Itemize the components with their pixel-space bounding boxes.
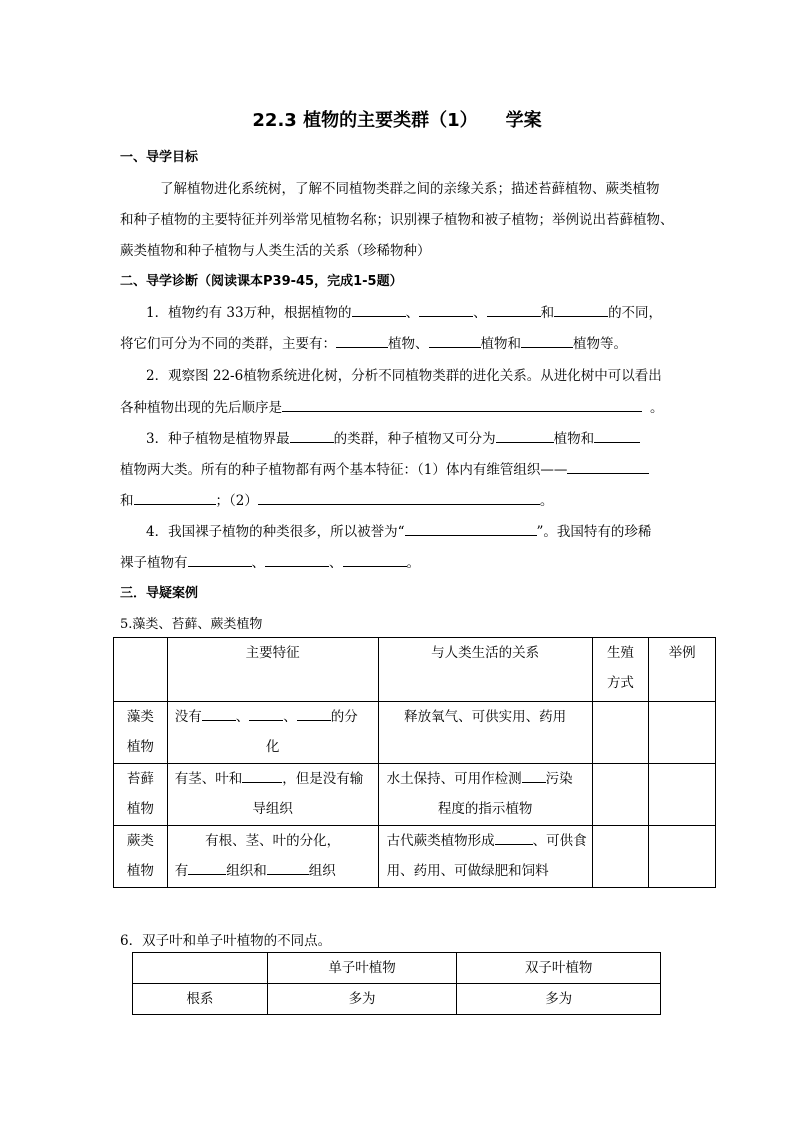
fern-rel-text: 古代蕨类植物形成 <box>386 833 495 849</box>
section1-heading: 一、导学目标 <box>120 150 199 165</box>
fern-feat-text-2: 有 <box>174 863 189 879</box>
blank[interactable] <box>567 459 649 474</box>
algae-repro-cell[interactable] <box>592 702 649 764</box>
table-header-row <box>114 638 716 702</box>
q2-end: 。 <box>650 400 664 416</box>
col-header-dicot: 双子叶植物 <box>457 953 661 984</box>
blank[interactable] <box>429 333 481 348</box>
algae-label-2: 植物 <box>126 739 154 755</box>
fern-feat-text-3: 组织和 <box>226 863 267 879</box>
blank[interactable] <box>267 861 309 875</box>
q1-text: 1．植物约有 33万种，根据植物的 <box>146 305 352 321</box>
repro-header-1: 生殖 <box>606 645 634 661</box>
table-row-algae <box>114 702 716 764</box>
moss-repro-cell[interactable] <box>592 764 649 826</box>
q3-and: 和 <box>120 493 134 509</box>
fern-feat-text-4: 组织 <box>308 863 336 879</box>
blank[interactable] <box>419 302 473 317</box>
moss-feat-text-2: ，但是没有输 <box>282 771 364 787</box>
fern-repro-cell[interactable] <box>592 826 649 888</box>
q4-line-1 <box>146 520 651 540</box>
blank[interactable] <box>188 552 252 567</box>
blank[interactable] <box>242 769 282 783</box>
title-text: 22.3 植物的主要类群（1） <box>252 110 478 131</box>
q1-text-3: 植物、 <box>388 336 429 352</box>
q3-line-3 <box>120 489 553 509</box>
q3-end: 。 <box>539 493 554 509</box>
blank[interactable] <box>352 302 406 317</box>
q1-and: 和 <box>540 305 555 321</box>
table-row-fern <box>114 826 716 888</box>
q5-label: 5.藻类、苔藓、蕨类植物 <box>120 617 263 632</box>
q3-text-3: 植物和 <box>553 431 595 447</box>
q1-line-2 <box>120 332 627 352</box>
moss-rel-text: 水土保持、可用作检测 <box>386 771 522 787</box>
col-header-relation: 与人类生活的关系 <box>378 638 592 702</box>
blank[interactable] <box>521 333 573 348</box>
dicot-root-cell[interactable]: 多为 <box>457 984 661 1015</box>
q2-line-2 <box>120 396 664 416</box>
moss-label-1: 苔藓 <box>126 771 154 787</box>
table-corner <box>114 638 168 702</box>
blank[interactable] <box>495 831 533 845</box>
moss-feature-cell <box>167 764 378 826</box>
algae-feature-cell <box>167 702 378 764</box>
table6-row-root <box>133 984 661 1015</box>
moss-label-2: 植物 <box>126 801 154 817</box>
blank[interactable] <box>134 490 216 505</box>
q1-sep: 、 <box>473 305 487 321</box>
algae-feat-text-2: 的分 <box>330 709 358 725</box>
algae-example-cell[interactable] <box>649 702 716 764</box>
table6-corner <box>133 953 268 984</box>
repro-header-2: 方式 <box>606 675 634 691</box>
q3-text-5: ；（2） <box>215 493 258 509</box>
col-header-reproduction <box>592 638 649 702</box>
objective-line-2: 和种子植物的主要特征并列举常见植物名称；识别裸子植物和被子植物；举例说出苔藓植物、 <box>120 212 674 228</box>
section2-heading: 二、导学诊断（阅读课本P39-45，完成1-5题） <box>120 274 403 289</box>
blank[interactable] <box>554 302 608 317</box>
blank[interactable] <box>202 707 236 721</box>
fern-rel-text-3: 用、药用、可做绿肥和饲料 <box>386 863 549 879</box>
q4-text-3: 裸子植物有 <box>120 555 188 571</box>
fern-rel-text-2: 、可供食 <box>532 833 587 849</box>
monocot-root-cell[interactable]: 多为 <box>267 984 457 1015</box>
row-label-fern <box>114 826 168 888</box>
algae-label-1: 藻类 <box>126 709 154 725</box>
objective-line-3: 蕨类植物和种子植物与人类生活的关系（珍稀物种） <box>120 243 431 259</box>
monocot-dicot-table <box>132 952 661 1015</box>
q3-text-2: 的类群，种子植物又可分为 <box>333 431 496 447</box>
col-header-feature: 主要特征 <box>167 638 378 702</box>
plant-groups-table <box>113 637 716 888</box>
blank[interactable] <box>405 521 537 536</box>
fern-feature-cell <box>167 826 378 888</box>
q1-line-1 <box>146 301 662 321</box>
page-title <box>0 106 794 132</box>
table-row-moss <box>114 764 716 826</box>
blank[interactable] <box>265 552 329 567</box>
blank[interactable] <box>188 861 226 875</box>
row-label-algae <box>114 702 168 764</box>
row-label-moss <box>114 764 168 826</box>
q2-line-1: 2．观察图 22-6植物系统进化树，分析不同植物类群的进化关系。从进化树中可以看出 <box>146 368 662 384</box>
objective-line-1: 了解植物进化系统树，了解不同植物类群之间的亲缘关系；描述苔藓植物、蕨类植物 <box>160 181 660 197</box>
q3-text: 3．种子植物是植物界最 <box>146 431 290 447</box>
q1-text-4: 植物和 <box>480 336 521 352</box>
section3-heading: 三．导疑案例 <box>120 586 199 601</box>
q4-text-2: ”。我国特有的珍稀 <box>536 524 652 540</box>
blank[interactable] <box>487 302 541 317</box>
moss-rel-text-3: 程度的指示植物 <box>437 801 533 817</box>
moss-rel-text-2: 污染 <box>545 771 573 787</box>
q1-sep: 、 <box>405 305 420 321</box>
blank[interactable] <box>282 397 642 412</box>
blank[interactable] <box>297 707 331 721</box>
q3-text-4: 植物两大类。所有的种子植物都有两个基本特征：（1）体内有维管组织—— <box>120 462 568 478</box>
moss-feat-text: 有茎、叶和 <box>174 771 243 787</box>
q3-line-2 <box>120 458 649 478</box>
q1-text-2: 将它们可分为不同的类群，主要有： <box>120 336 336 352</box>
title-suffix: 学案 <box>505 110 542 131</box>
q4-sep: 、 <box>251 555 265 571</box>
q4-end: 。 <box>406 555 420 571</box>
blank[interactable] <box>594 428 640 443</box>
blank[interactable] <box>522 769 546 783</box>
blank[interactable] <box>336 333 388 348</box>
fern-feat-text: 有根、茎、叶的分化， <box>205 833 341 849</box>
algae-feat-text: 没有 <box>174 709 202 725</box>
row-label-root: 根系 <box>133 984 268 1015</box>
table6-header-row <box>133 953 661 984</box>
algae-feat-sep: 、 <box>235 709 250 725</box>
blank[interactable] <box>496 428 554 443</box>
q1-text-5: 植物等。 <box>573 336 627 352</box>
blank[interactable] <box>290 428 334 443</box>
q2-text: 各种植物出现的先后顺序是 <box>120 400 282 416</box>
blank[interactable] <box>249 707 283 721</box>
fern-label-1: 蕨类 <box>126 833 154 849</box>
q4-sep: 、 <box>329 555 343 571</box>
q3-line-1 <box>146 427 640 447</box>
moss-example-cell[interactable] <box>649 764 716 826</box>
col-header-example: 举例 <box>649 638 716 702</box>
blank[interactable] <box>343 552 407 567</box>
algae-feat-sep: 、 <box>283 709 297 725</box>
blank[interactable] <box>258 490 540 505</box>
q1-end: 的不同， <box>608 305 663 321</box>
q4-text: 4．我国裸子植物的种类很多，所以被誉为“ <box>146 524 405 540</box>
fern-label-2: 植物 <box>126 863 154 879</box>
moss-feat-text-3: 导组织 <box>252 801 293 817</box>
algae-relation-cell: 释放氧气、可供实用、药用 <box>378 702 592 764</box>
moss-relation-cell <box>378 764 592 826</box>
q6-label: 6．双子叶和单子叶植物的不同点。 <box>120 933 332 949</box>
algae-feat-text-3: 化 <box>265 739 280 755</box>
fern-relation-cell <box>378 826 592 888</box>
fern-example-cell[interactable] <box>649 826 716 888</box>
col-header-monocot: 单子叶植物 <box>267 953 457 984</box>
q4-line-2 <box>120 551 420 571</box>
